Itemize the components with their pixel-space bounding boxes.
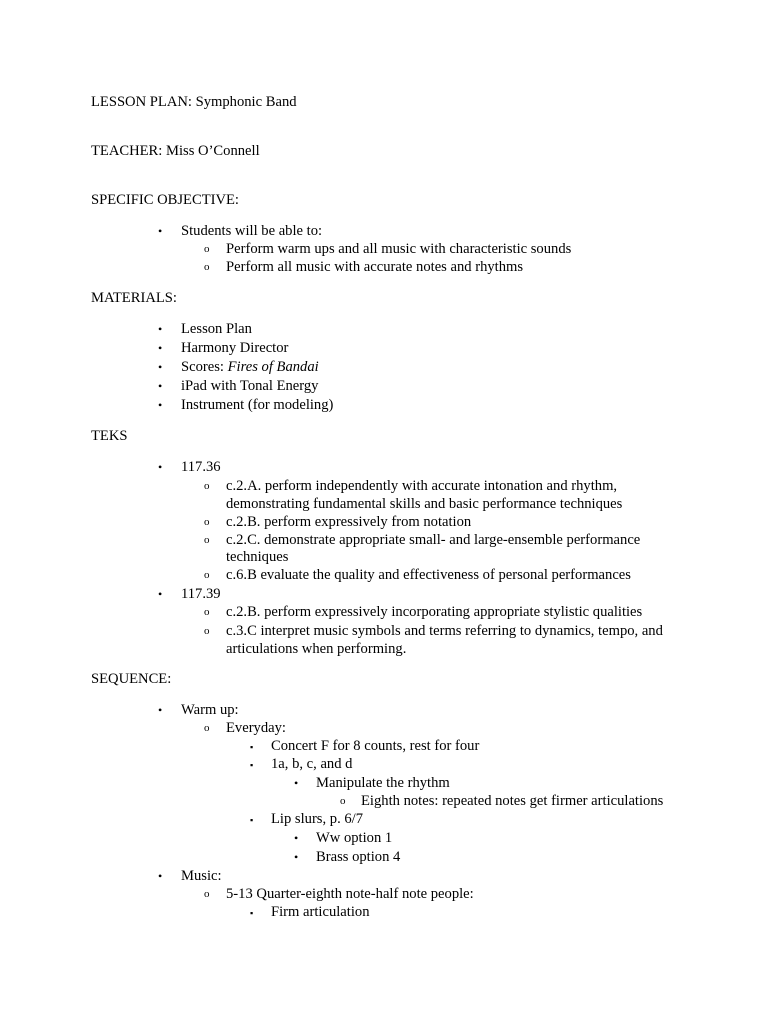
score-title: Fires of Bandai: [227, 359, 319, 375]
bullet-disc: •: [294, 850, 299, 864]
lesson-plan-title: LESSON PLAN: Symphonic Band: [91, 94, 297, 110]
teks-item: c.2.C. demonstrate appropriate small- and large-ensemble performance: [226, 532, 641, 548]
sequence-item: Warm up:: [181, 702, 239, 718]
bullet-square: ▪: [250, 760, 254, 770]
bullet-square: ▪: [250, 742, 254, 752]
bullet-square: ▪: [250, 815, 254, 825]
bullet-circle: o: [340, 795, 346, 807]
sequence-subitem: Eighth notes: repeated notes get firmer articulations: [361, 793, 664, 809]
material-item: Harmony Director: [181, 340, 289, 356]
objective-intro: Students will be able to:: [181, 223, 323, 239]
bullet-circle: o: [204, 888, 210, 900]
teks-item-continued: techniques: [226, 549, 289, 565]
sequence-subitem: Everyday:: [226, 720, 286, 736]
bullet-circle: o: [204, 569, 210, 581]
bullet-circle: o: [204, 243, 210, 255]
bullet-disc: •: [158, 379, 163, 393]
bullet-square: ▪: [250, 908, 254, 918]
bullet-circle: o: [204, 722, 210, 734]
bullet-circle: o: [204, 606, 210, 618]
bullet-disc: •: [158, 587, 163, 601]
teks-item-continued: demonstrating fundamental skills and basic performance techniques: [226, 496, 623, 512]
bullet-circle: o: [204, 480, 210, 492]
teks-item-continued: articulations when performing.: [226, 641, 407, 657]
bullet-disc: •: [158, 398, 163, 412]
bullet-circle: o: [204, 534, 210, 546]
teks-item: c.2.B. perform expressively from notation: [226, 514, 472, 530]
bullet-disc: •: [158, 224, 163, 238]
material-item: Lesson Plan: [181, 321, 252, 337]
materials-heading: MATERIALS:: [91, 290, 177, 306]
teks-item: c.3.C interpret music symbols and terms referring to dynamics, tempo, and: [226, 623, 663, 639]
sequence-subitem: Lip slurs, p. 6/7: [271, 811, 364, 827]
sequence-subitem: Manipulate the rhythm: [316, 775, 450, 791]
bullet-disc: •: [158, 322, 163, 336]
objective-item: Perform all music with accurate notes and rhythms: [226, 259, 524, 275]
scores-label: Scores:: [181, 359, 228, 375]
teks-item: c.2.A. perform independently with accurate intonation and rhythm,: [226, 478, 618, 494]
objective-item: Perform warm ups and all music with characteristic sounds: [226, 241, 572, 257]
sequence-subitem: Concert F for 8 counts, rest for four: [271, 738, 480, 754]
sequence-subitem: Brass option 4: [316, 849, 401, 865]
teks-code: 117.36: [181, 459, 221, 475]
bullet-circle: o: [204, 516, 210, 528]
sequence-item: Music:: [181, 868, 222, 884]
teks-code: 117.39: [181, 586, 221, 602]
bullet-disc: •: [158, 703, 163, 717]
teks-item: c.2.B. perform expressively incorporating appropriate stylistic qualities: [226, 604, 643, 620]
bullet-disc: •: [158, 460, 163, 474]
sequence-subitem: 5-13 Quarter-eighth note-half note people:: [226, 886, 474, 902]
bullet-disc: •: [294, 831, 299, 845]
bullet-circle: o: [204, 261, 210, 273]
bullet-circle: o: [204, 625, 210, 637]
bullet-disc: •: [158, 341, 163, 355]
sequence-heading: SEQUENCE:: [91, 671, 172, 687]
teks-item: c.6.B evaluate the quality and effectiveness of personal performances: [226, 567, 631, 583]
teks-heading: TEKS: [91, 428, 128, 444]
bullet-disc: •: [294, 776, 299, 790]
bullet-disc: •: [158, 869, 163, 883]
material-item-scores: [181, 358, 319, 376]
sequence-subitem: Ww option 1: [316, 830, 393, 846]
bullet-disc: •: [158, 360, 163, 374]
material-item: Instrument (for modeling): [181, 397, 334, 413]
sequence-subitem: 1a, b, c, and d: [271, 756, 353, 772]
teacher-line: TEACHER: Miss O’Connell: [91, 143, 260, 159]
sequence-subitem: Firm articulation: [271, 904, 370, 920]
objective-heading: SPECIFIC OBJECTIVE:: [91, 192, 239, 208]
material-item: iPad with Tonal Energy: [181, 378, 319, 394]
